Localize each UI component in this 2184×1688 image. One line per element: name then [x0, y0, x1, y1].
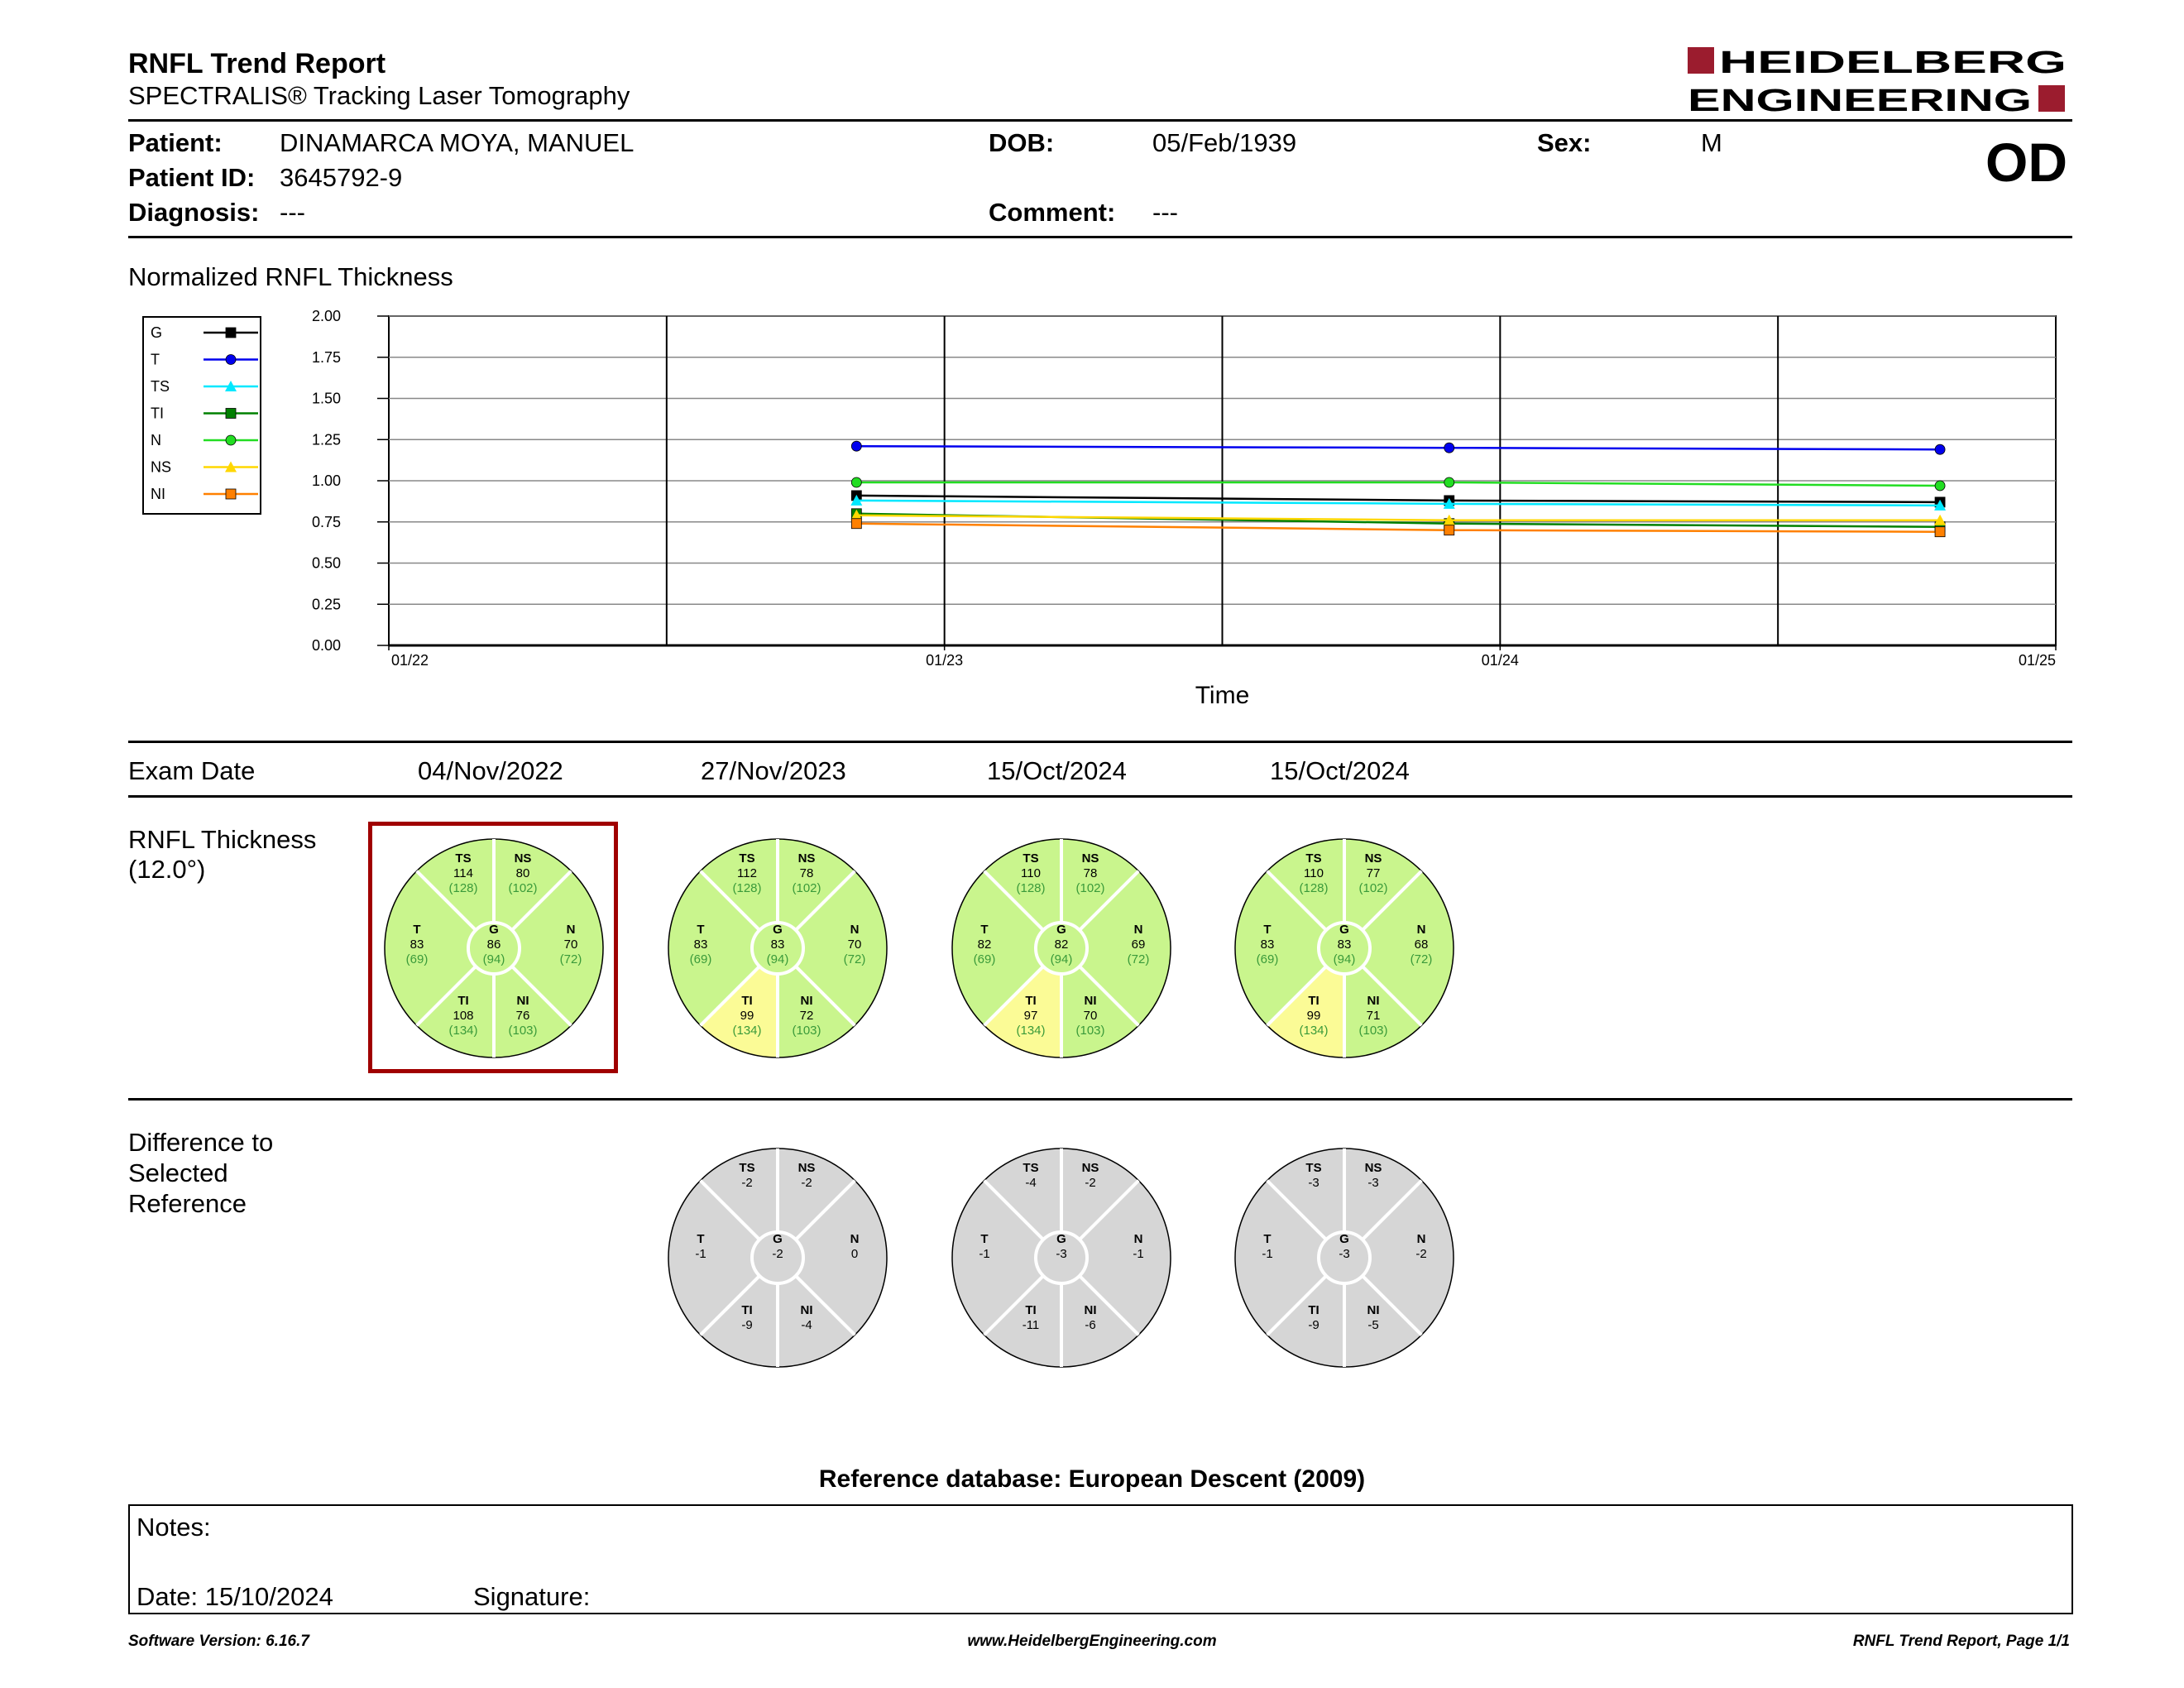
- exam-date-4: 15/Oct/2024: [1270, 756, 1410, 785]
- sector-normative-ns: (102): [508, 881, 538, 895]
- sector-difference-ts: -2: [741, 1176, 753, 1190]
- sector-label-ns: NS: [1364, 1161, 1382, 1175]
- sector-label-ni: NI: [1367, 1303, 1380, 1317]
- rnfl-thickness-circle-2: [666, 837, 889, 1060]
- sector-value-n: 70: [847, 938, 862, 952]
- sector-value-ns: 78: [799, 866, 814, 880]
- notes-label: Notes:: [136, 1513, 211, 1542]
- sector-value-ns: 78: [1083, 866, 1098, 880]
- svg-text:ENGINEERING: ENGINEERING: [1688, 84, 2032, 115]
- sector-value-t: 83: [1260, 938, 1275, 952]
- legend-label-ti: TI: [151, 405, 164, 422]
- sector-normative-g: (94): [766, 952, 789, 966]
- sector-label-n: N: [1416, 1232, 1426, 1246]
- sector-label-t: T: [697, 923, 705, 937]
- rnfl-thickness-circle-4: [1233, 837, 1456, 1060]
- y-tick-label: 1.25: [311, 431, 341, 448]
- legend-label-ts: TS: [151, 378, 170, 395]
- y-tick-label: 0.50: [311, 554, 341, 572]
- diagnosis-label: Diagnosis:: [128, 198, 260, 227]
- sector-normative-ts: (128): [732, 881, 762, 895]
- sector-value-n: 68: [1414, 938, 1429, 952]
- sector-normative-ni: (103): [508, 1024, 538, 1038]
- sector-difference-g: -3: [1056, 1247, 1067, 1261]
- exam-date-3: 15/Oct/2024: [987, 756, 1127, 785]
- sector-label-ts: TS: [1305, 851, 1322, 866]
- sector-value-ti: 108: [453, 1009, 474, 1023]
- sector-difference-n: 0: [850, 1247, 859, 1261]
- sector-label-t: T: [1263, 923, 1272, 937]
- data-point-t: [851, 441, 861, 451]
- patient-id-label: Patient ID:: [128, 163, 256, 192]
- sector-value-t: 83: [693, 938, 708, 952]
- difference-label: Difference to Selected Reference: [128, 1128, 274, 1218]
- sector-difference-ns: -2: [1085, 1176, 1096, 1190]
- exam-date-1: 04/Nov/2022: [418, 756, 563, 785]
- notes-signature: Signature:: [473, 1582, 591, 1611]
- sector-normative-ni: (103): [1358, 1024, 1388, 1038]
- sector-label-ts: TS: [1023, 1161, 1039, 1175]
- chart-title: Normalized RNFL Thickness: [128, 262, 453, 291]
- sector-label-ti: TI: [741, 994, 753, 1008]
- sector-normative-g: (94): [482, 952, 505, 966]
- sector-label-g: G: [1056, 923, 1066, 937]
- sector-difference-t: -1: [695, 1247, 706, 1261]
- sector-normative-n: (72): [559, 952, 582, 966]
- data-point-ni: [1935, 527, 1945, 537]
- rnfl-trend-chart: [290, 306, 2068, 712]
- heidelberg-logo: [1688, 46, 2068, 115]
- sector-value-ti: 99: [1306, 1009, 1321, 1023]
- difference-circle-1: [666, 1146, 889, 1369]
- x-axis-label: Time: [1195, 682, 1250, 709]
- sector-value-g: 82: [1054, 938, 1069, 952]
- sector-label-t: T: [980, 1232, 989, 1246]
- sector-label-ni: NI: [516, 994, 529, 1008]
- exam-date-label: Exam Date: [128, 756, 256, 785]
- difference-circle-2: [950, 1146, 1173, 1369]
- legend-label-g: G: [151, 324, 163, 341]
- chart-legend: [142, 316, 261, 515]
- sector-label-t: T: [413, 923, 421, 937]
- patient-name-label: Patient:: [128, 128, 223, 157]
- sector-difference-n: -1: [1133, 1247, 1144, 1261]
- sector-label-ti: TI: [1308, 994, 1320, 1008]
- sector-label-ns: NS: [797, 851, 816, 866]
- sector-label-g: G: [773, 1232, 783, 1246]
- sector-value-g: 83: [770, 938, 785, 952]
- report-subtitle: SPECTRALIS® Tracking Laser Tomography: [128, 81, 630, 110]
- sector-value-t: 82: [977, 938, 992, 952]
- sector-difference-g: -3: [1339, 1247, 1350, 1261]
- dob-value: 05/Feb/1939: [1152, 128, 1297, 157]
- sector-label-g: G: [773, 923, 783, 937]
- sector-label-ns: NS: [797, 1161, 816, 1175]
- sector-normative-t: (69): [689, 952, 712, 966]
- rnfl-thickness-label: RNFL Thickness (12.0°): [128, 825, 317, 884]
- eye-indicator: OD: [1985, 132, 2067, 193]
- sector-difference-n: -2: [1415, 1247, 1427, 1261]
- sector-label-ni: NI: [1084, 1303, 1097, 1317]
- sector-value-ni: 71: [1366, 1009, 1381, 1023]
- sector-label-n: N: [1416, 923, 1426, 937]
- sector-label-g: G: [489, 923, 499, 937]
- sector-label-n: N: [566, 923, 576, 937]
- legend-label-n: N: [151, 432, 161, 448]
- sector-normative-ns: (102): [1358, 881, 1388, 895]
- legend-marker-g: [226, 328, 236, 338]
- sector-normative-n: (72): [1410, 952, 1433, 966]
- sector-normative-ni: (103): [792, 1024, 821, 1038]
- sector-value-ni: 72: [799, 1009, 814, 1023]
- data-point-n: [851, 477, 861, 487]
- sector-normative-ti: (134): [732, 1024, 762, 1038]
- software-version: Software Version: 6.16.7: [128, 1633, 309, 1650]
- sector-label-ni: NI: [1367, 994, 1380, 1008]
- sector-label-ti: TI: [741, 1303, 753, 1317]
- exam-date-2: 27/Nov/2023: [701, 756, 846, 785]
- legend-marker-ti: [226, 409, 236, 419]
- y-tick-label: 1.75: [311, 348, 341, 366]
- website-link[interactable]: www.HeidelbergEngineering.com: [967, 1633, 1217, 1650]
- x-tick-label: 01/24: [1481, 652, 1519, 669]
- sector-value-ti: 97: [1023, 1009, 1038, 1023]
- sector-difference-ti: -9: [741, 1318, 753, 1332]
- y-tick-label: 1.00: [311, 472, 341, 489]
- x-tick-label: 01/22: [391, 652, 429, 669]
- sector-label-ns: NS: [514, 851, 532, 866]
- sector-label-g: G: [1056, 1232, 1066, 1246]
- sector-normative-ns: (102): [792, 881, 821, 895]
- sector-normative-ts: (128): [448, 881, 478, 895]
- sector-label-ts: TS: [739, 1161, 755, 1175]
- sector-label-ni: NI: [800, 1303, 813, 1317]
- sector-value-g: 83: [1337, 938, 1352, 952]
- sector-normative-g: (94): [1050, 952, 1073, 966]
- sector-label-ni: NI: [1084, 994, 1097, 1008]
- sector-value-ts: 110: [1021, 866, 1041, 880]
- sector-label-ts: TS: [1023, 851, 1039, 866]
- sector-value-ti: 99: [740, 1009, 754, 1023]
- legend-marker-ni: [226, 489, 236, 499]
- sector-label-n: N: [1133, 923, 1143, 937]
- sector-label-t: T: [1263, 1232, 1272, 1246]
- data-point-t: [1444, 443, 1454, 453]
- legend-marker-t: [226, 355, 236, 365]
- patient-id: 3645792-9: [280, 163, 403, 192]
- selected-reference-frame: [368, 822, 618, 1073]
- legend-label-ni: NI: [151, 486, 165, 502]
- sector-label-ns: NS: [1364, 851, 1382, 866]
- sector-label-t: T: [697, 1232, 705, 1246]
- sector-label-ns: NS: [1081, 1161, 1099, 1175]
- sector-normative-ti: (134): [1299, 1024, 1329, 1038]
- notes-date: Date: 15/10/2024: [136, 1582, 333, 1611]
- sector-difference-ni: -5: [1367, 1318, 1379, 1332]
- sector-label-n: N: [850, 923, 860, 937]
- patient-name: DINAMARCA MOYA, MANUEL: [280, 128, 635, 157]
- sector-normative-g: (94): [1333, 952, 1356, 966]
- sector-difference-ns: -2: [801, 1176, 812, 1190]
- sector-label-g: G: [1339, 923, 1349, 937]
- sector-label-ni: NI: [800, 994, 813, 1008]
- notes-box: [128, 1504, 2073, 1614]
- sector-value-ns: 80: [515, 866, 530, 880]
- sector-difference-ti: -9: [1308, 1318, 1320, 1332]
- y-tick-label: 0.25: [311, 596, 341, 613]
- sector-normative-n: (72): [843, 952, 866, 966]
- sector-difference-ts: -3: [1308, 1176, 1320, 1190]
- sector-value-g: 86: [486, 938, 501, 952]
- comment-label: Comment:: [989, 198, 1116, 227]
- sector-value-t: 83: [410, 938, 424, 952]
- sector-normative-ns: (102): [1075, 881, 1105, 895]
- data-point-t: [1935, 444, 1945, 454]
- difference-circle-3: [1233, 1146, 1456, 1369]
- y-tick-label: 2.00: [311, 308, 341, 324]
- sector-label-t: T: [980, 923, 989, 937]
- sector-value-n: 69: [1131, 938, 1146, 952]
- sector-value-ni: 76: [515, 1009, 530, 1023]
- diagnosis-value: ---: [280, 198, 305, 227]
- dob-label: DOB:: [989, 128, 1055, 157]
- sector-label-ti: TI: [457, 994, 469, 1008]
- sector-label-ts: TS: [1305, 1161, 1322, 1175]
- sector-value-n: 70: [563, 938, 578, 952]
- legend-marker-n: [226, 435, 236, 445]
- sector-label-ts: TS: [455, 851, 472, 866]
- sector-difference-ni: -6: [1085, 1318, 1096, 1332]
- y-tick-label: 1.50: [311, 390, 341, 407]
- sector-label-ti: TI: [1308, 1303, 1320, 1317]
- y-tick-label: 0.00: [311, 637, 341, 654]
- rnfl-thickness-circle-3: [950, 837, 1173, 1060]
- sector-value-ts: 110: [1304, 866, 1324, 880]
- sector-label-ns: NS: [1081, 851, 1099, 866]
- svg-text:HEIDELBERG: HEIDELBERG: [1719, 46, 2067, 80]
- sector-normative-t: (69): [973, 952, 996, 966]
- sector-value-ts: 112: [737, 866, 757, 880]
- sector-difference-t: -1: [1262, 1247, 1273, 1261]
- x-tick-label: 01/25: [2018, 652, 2056, 669]
- sector-difference-ni: -4: [801, 1318, 812, 1332]
- sector-normative-t: (69): [1256, 952, 1279, 966]
- data-point-n: [1444, 477, 1454, 487]
- sector-normative-ts: (128): [1299, 881, 1329, 895]
- sex-value: M: [1701, 128, 1722, 157]
- comment-value: ---: [1152, 198, 1178, 227]
- sector-value-ts: 114: [453, 866, 473, 880]
- sector-difference-ti: -11: [1022, 1318, 1040, 1332]
- sex-label: Sex:: [1537, 128, 1592, 157]
- sector-normative-ti: (134): [1016, 1024, 1046, 1038]
- sector-normative-ti: (134): [448, 1024, 478, 1038]
- sector-label-ti: TI: [1025, 994, 1037, 1008]
- data-point-ni: [1444, 525, 1454, 535]
- page-number: RNFL Trend Report, Page 1/1: [1852, 1633, 2070, 1650]
- y-tick-label: 0.75: [311, 513, 341, 530]
- sector-normative-ts: (128): [1016, 881, 1046, 895]
- sector-difference-ns: -3: [1367, 1176, 1379, 1190]
- data-point-n: [1935, 481, 1945, 491]
- sector-label-g: G: [1339, 1232, 1349, 1246]
- sector-value-ns: 77: [1366, 866, 1381, 880]
- sector-difference-g: -2: [772, 1247, 783, 1261]
- sector-normative-t: (69): [405, 952, 429, 966]
- sector-value-ni: 70: [1083, 1009, 1098, 1023]
- sector-label-ti: TI: [1025, 1303, 1037, 1317]
- report-title: RNFL Trend Report: [128, 48, 386, 79]
- legend-label-ns: NS: [151, 458, 172, 476]
- legend-label-t: T: [151, 351, 160, 368]
- sector-label-n: N: [850, 1232, 860, 1246]
- sector-normative-ni: (103): [1075, 1024, 1105, 1038]
- data-point-ni: [851, 519, 861, 529]
- x-tick-label: 01/23: [926, 652, 964, 669]
- sector-normative-n: (72): [1127, 952, 1150, 966]
- sector-difference-ts: -4: [1025, 1176, 1037, 1190]
- sector-label-n: N: [1133, 1232, 1143, 1246]
- sector-label-ts: TS: [739, 851, 755, 866]
- sector-difference-t: -1: [979, 1247, 990, 1261]
- reference-database: Reference database: European Descent (2009): [818, 1465, 1366, 1493]
